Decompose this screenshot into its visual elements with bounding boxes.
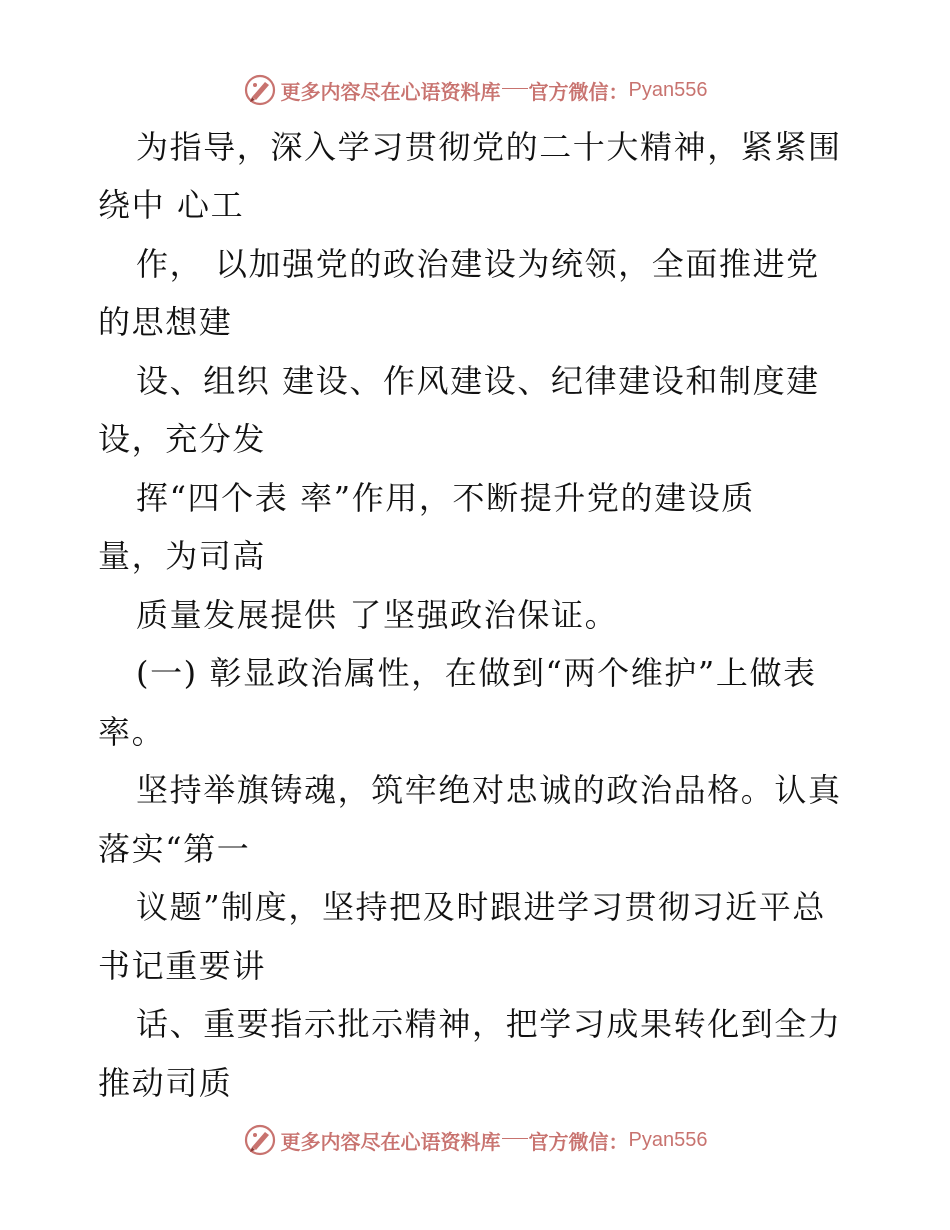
body-line: 推动司质 (98, 1064, 233, 1102)
header-watermark (0, 72, 950, 108)
watermark-label: 官方微信： (528, 79, 629, 104)
body-line: 书记重要讲 (98, 947, 267, 985)
watermark-text: 更多内容尽在心语资料库 (280, 1129, 501, 1154)
body-line: 率。 (98, 713, 166, 751)
body-line: 落实“第一 (98, 830, 251, 868)
body-line: 为指导，深入学习贯彻党的二十大精神，紧紧围 (136, 128, 842, 166)
watermark-text: 更多内容尽在心语资料库 (280, 79, 501, 104)
body-line: 设、组织 建设、作风建设、纪律建设和制度建 (136, 362, 820, 400)
pen-logo-icon (243, 1123, 277, 1157)
body-line: 质量发展提供 了坚强政治保证。 (136, 596, 619, 634)
body-line: 绕中 心工 (98, 186, 245, 224)
watermark-label: 官方微信： (528, 1129, 629, 1154)
body-line: 作， 以加强党的政治建设为统领，全面推进党 (136, 245, 820, 283)
watermark-separator (502, 88, 528, 89)
body-line: 量，为司高 (98, 537, 267, 575)
pen-logo-icon (243, 73, 277, 107)
footer-watermark (0, 1122, 950, 1158)
body-line: 坚持举旗铸魂，筑牢绝对忠诚的政治品格。认真 (136, 771, 842, 809)
body-line: 的思想建 (98, 303, 233, 341)
body-line: 话、重要指示批示精神，把学习成果转化到全力 (136, 1005, 842, 1043)
watermark-id: Pyan556 (628, 78, 708, 101)
watermark-separator (502, 1138, 528, 1139)
body-line: 挥“四个表 率”作用，不断提升党的建设质 (136, 479, 755, 517)
watermark-id: Pyan556 (628, 1128, 708, 1151)
section-heading: (一) 彰显政治属性，在做到“两个维护”上做表 (136, 654, 817, 692)
body-line: 设，充分发 (98, 420, 267, 458)
body-line: 议题”制度，坚持把及时跟进学习贯彻习近平总 (136, 888, 826, 926)
